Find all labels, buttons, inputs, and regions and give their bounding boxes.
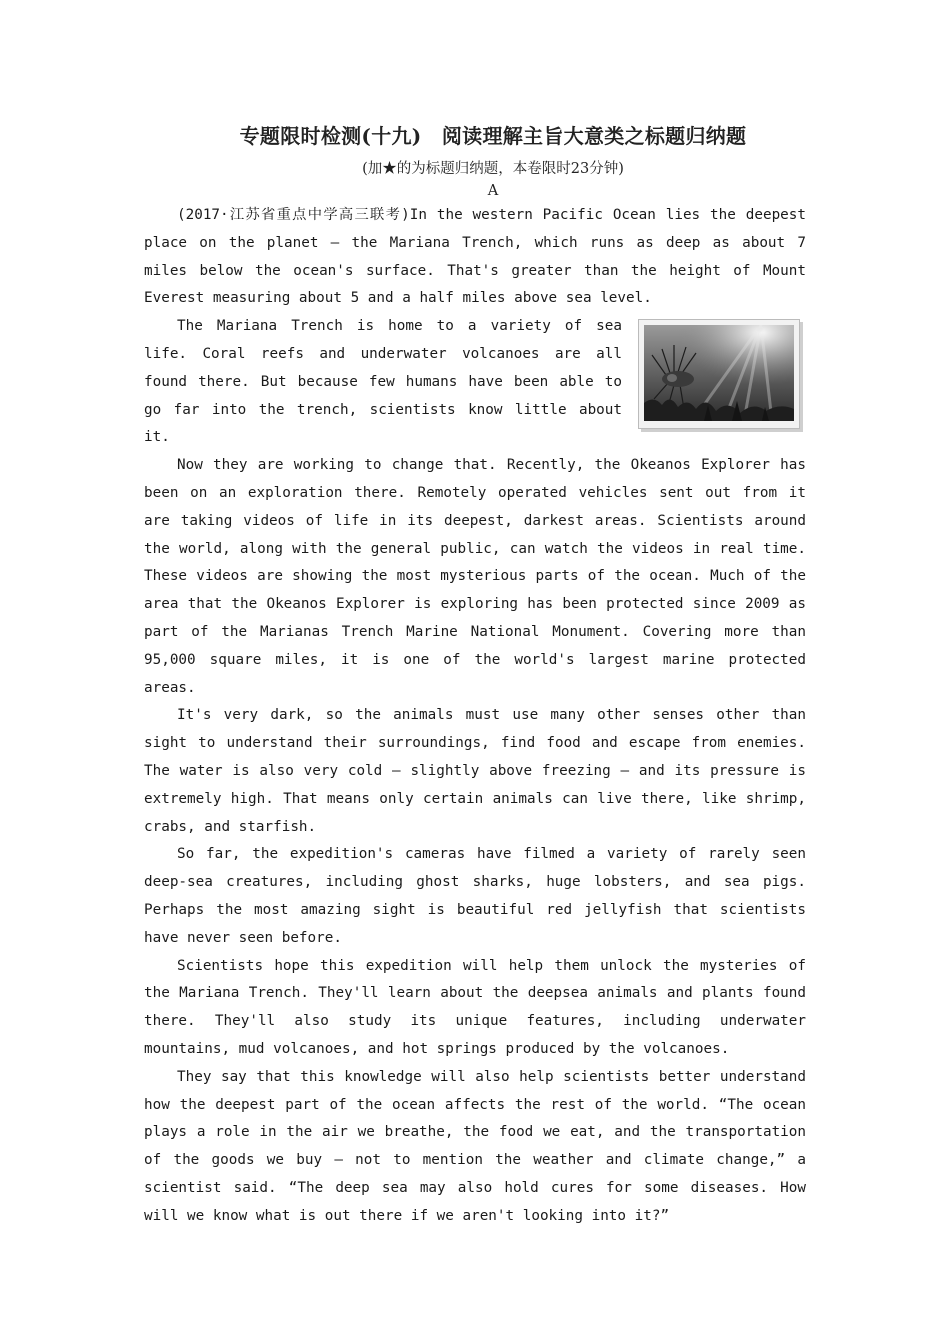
paragraph-6: Scientists hope this expedition will help them unlock the mysteries of the Mariana Trench. They'll learn about the deepsea animals and plants found there. They'll also study its unique features, including underwater mountains, mud volcanoes, and hot springs produced by the volcanoes. [144,957,806,1057]
paragraph-4: It's very dark, so the animals must use many other senses other than sight to understand their surroundings, find food and escape from enemies. The water is also very cold — slightly above freezing — and its pressure is extremely high. That means only certain animals can live there, like shrimp, crabs, and starfish. [144,707,806,835]
paragraph-7: They say that this knowledge will also help scientists better understand how the deepest part of the ocean affects the rest of the world. “The ocean plays a role in the air we breathe, the food we eat, and the transportation of the goods we buy — not to mention the weather and climate change,” a scientist said. “The deep sea may also hold cures for some diseases. How will we know what is out there if we aren't looking into it?” [144,1068,806,1224]
page-subtitle: (加★的为标题归纳题，本卷限时23分钟) [362,161,624,177]
section-label: A [487,183,499,199]
paragraph-1: (2017·江苏省重点中学高三联考)In the western Pacific Ocean lies the deepest place on the planet — the Mariana Trench, which runs as deep as about 7 miles below the ocean's surface. That's greater than the height of Mount Everest measuring about 5 and a half miles above sea level. [144,207,806,307]
lionfish-image [644,325,794,421]
lionfish-photo [636,317,806,428]
paragraph-2: The Mariana Trench is home to a variety of sea life. Coral reefs and underwater volcanoes are all found there. But because few humans have been able to go far into the trench, scientists know little about it. [144,318,622,446]
paragraph-5: So far, the expedition's cameras have filmed a variety of rarely seen deep-sea creatures, including ghost sharks, huge lobsters, and sea pigs. Perhaps the most amazing sight is beautiful red jellyfish that scientists have never seen before. [144,846,806,946]
page-title: 专题限时检测(十九) 阅读理解主旨大意类之标题归纳题 [239,124,747,148]
photo-frame [638,319,800,429]
passage [144,202,806,1230]
paragraph-3: Now they are working to change that. Recently, the Okeanos Explorer has been on an exploration there. Remotely operated vehicles sent out from it are taking videos of life in its deepest, darkest areas. Scientists around the world, along with the general public, can watch the videos in real time. These videos are showing the most mysterious parts of the ocean. Much of the area that the Okeanos Explorer is exploring has been protected since 2009 as part of the Marianas Trench Marine National Monument. Covering more than 95,000 square miles, it is one of the world's largest marine protected areas. [144,457,806,696]
